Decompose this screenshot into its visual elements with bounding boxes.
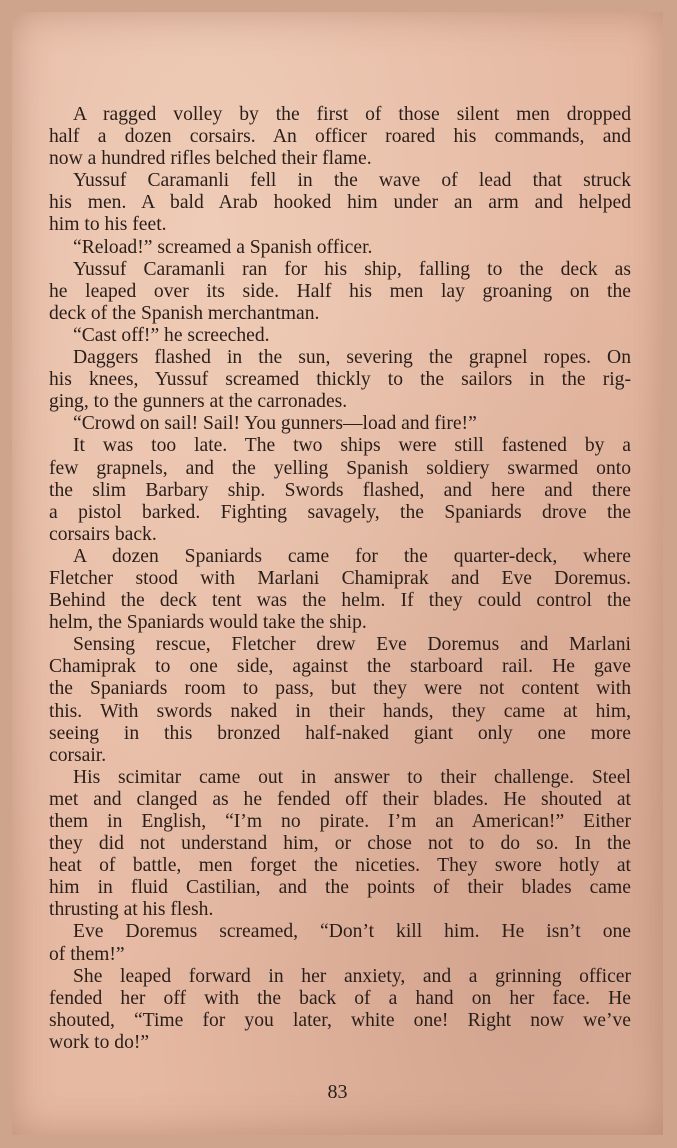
text-line: this. With swords naked in their hands, they came at him, [49, 700, 631, 722]
text-line: they did not understand him, or chose not to do so. In the [49, 833, 631, 855]
text-line: the Spaniards room to pass, but they were not content with [49, 678, 631, 700]
text-line: work to do!” [49, 1031, 150, 1053]
text-line: them in English, “I’m no pirate. I’m an American!” Either [49, 811, 631, 832]
text-line: heat of battle, men forget the niceties. They swore hotly at [49, 855, 631, 877]
text-line: corsairs back. [49, 523, 157, 545]
text-line: he leaped over its side. Half his men lay groaning on the [49, 280, 631, 302]
text-line: of them!” [49, 943, 125, 965]
text-line: a pistol barked. Fighting savagely, the Spaniards drove the [49, 501, 631, 523]
text-line: Yussuf Caramanli fell in the wave of lead that struck [73, 170, 631, 192]
text-line: his knees, Yussuf screamed thickly to the sailors in the rig- [49, 369, 631, 391]
text-line: corsair. [49, 744, 107, 766]
text-line: shouted, “Time for you later, white one! Right now we’ve [49, 1009, 631, 1031]
text-line: Yussuf Caramanli ran for his ship, falling to the deck as [73, 258, 631, 280]
text-line: his men. A bald Arab hooked him under an arm and helped [49, 192, 631, 214]
text-line: Daggers flashed in the sun, severing the grapnel ropes. On [73, 347, 631, 369]
text-line: deck of the Spanish merchantman. [49, 302, 320, 324]
text-line: the slim Barbary ship. Swords flashed, and here and there [49, 479, 631, 501]
book-page [12, 12, 663, 1135]
text-line: It was too late. The two ships were still fastened by a [73, 435, 631, 457]
text-line: ging, to the gunners at the carronades. [49, 391, 348, 413]
text-line: A dozen Spaniards came for the quarter-deck, where [73, 545, 631, 567]
text-line: seeing in this bronzed half-naked giant only one more [49, 722, 631, 744]
page-body-text [49, 104, 631, 1054]
text-line: met and clanged as he fended off their blades. He shouted at [49, 788, 631, 810]
text-line: now a hundred rifles belched their flame. [49, 148, 372, 170]
text-line: A ragged volley by the first of those silent men dropped [73, 104, 631, 125]
text-line: him to his feet. [49, 214, 167, 236]
text-line: few grapnels, and the yelling Spanish soldiery swarmed onto [49, 457, 631, 479]
text-line: him in fluid Castilian, and the points of their blades came [49, 877, 631, 899]
text-line: fended her off with the back of a hand on her face. He [49, 987, 631, 1009]
text-line: “Cast off!” he screeched. [73, 324, 270, 346]
page-number: 83 [327, 1081, 348, 1103]
text-line: Behind the deck tent was the helm. If they could control the [49, 590, 631, 612]
text-line: Fletcher stood with Marlani Chamiprak and Eve Doremus. [49, 567, 631, 589]
text-line: half a dozen corsairs. An officer roared his commands, and [49, 126, 631, 148]
text-line: His scimitar came out in answer to their challenge. Steel [73, 766, 631, 788]
text-line: helm, the Spaniards would take the ship. [49, 612, 367, 634]
text-line: thrusting at his flesh. [49, 899, 214, 921]
text-line: “Crowd on sail! Sail! You gunners—load and fire!” [73, 413, 477, 435]
text-line: “Reload!” screamed a Spanish officer. [73, 236, 373, 258]
text-line: She leaped forward in her anxiety, and a grinning officer [73, 965, 631, 987]
text-line: Chamiprak to one side, against the starboard rail. He gave [49, 656, 631, 678]
text-line: Eve Doremus screamed, “Don’t kill him. He isn’t one [73, 921, 631, 943]
text-line: Sensing rescue, Fletcher drew Eve Doremus and Marlani [73, 634, 631, 656]
